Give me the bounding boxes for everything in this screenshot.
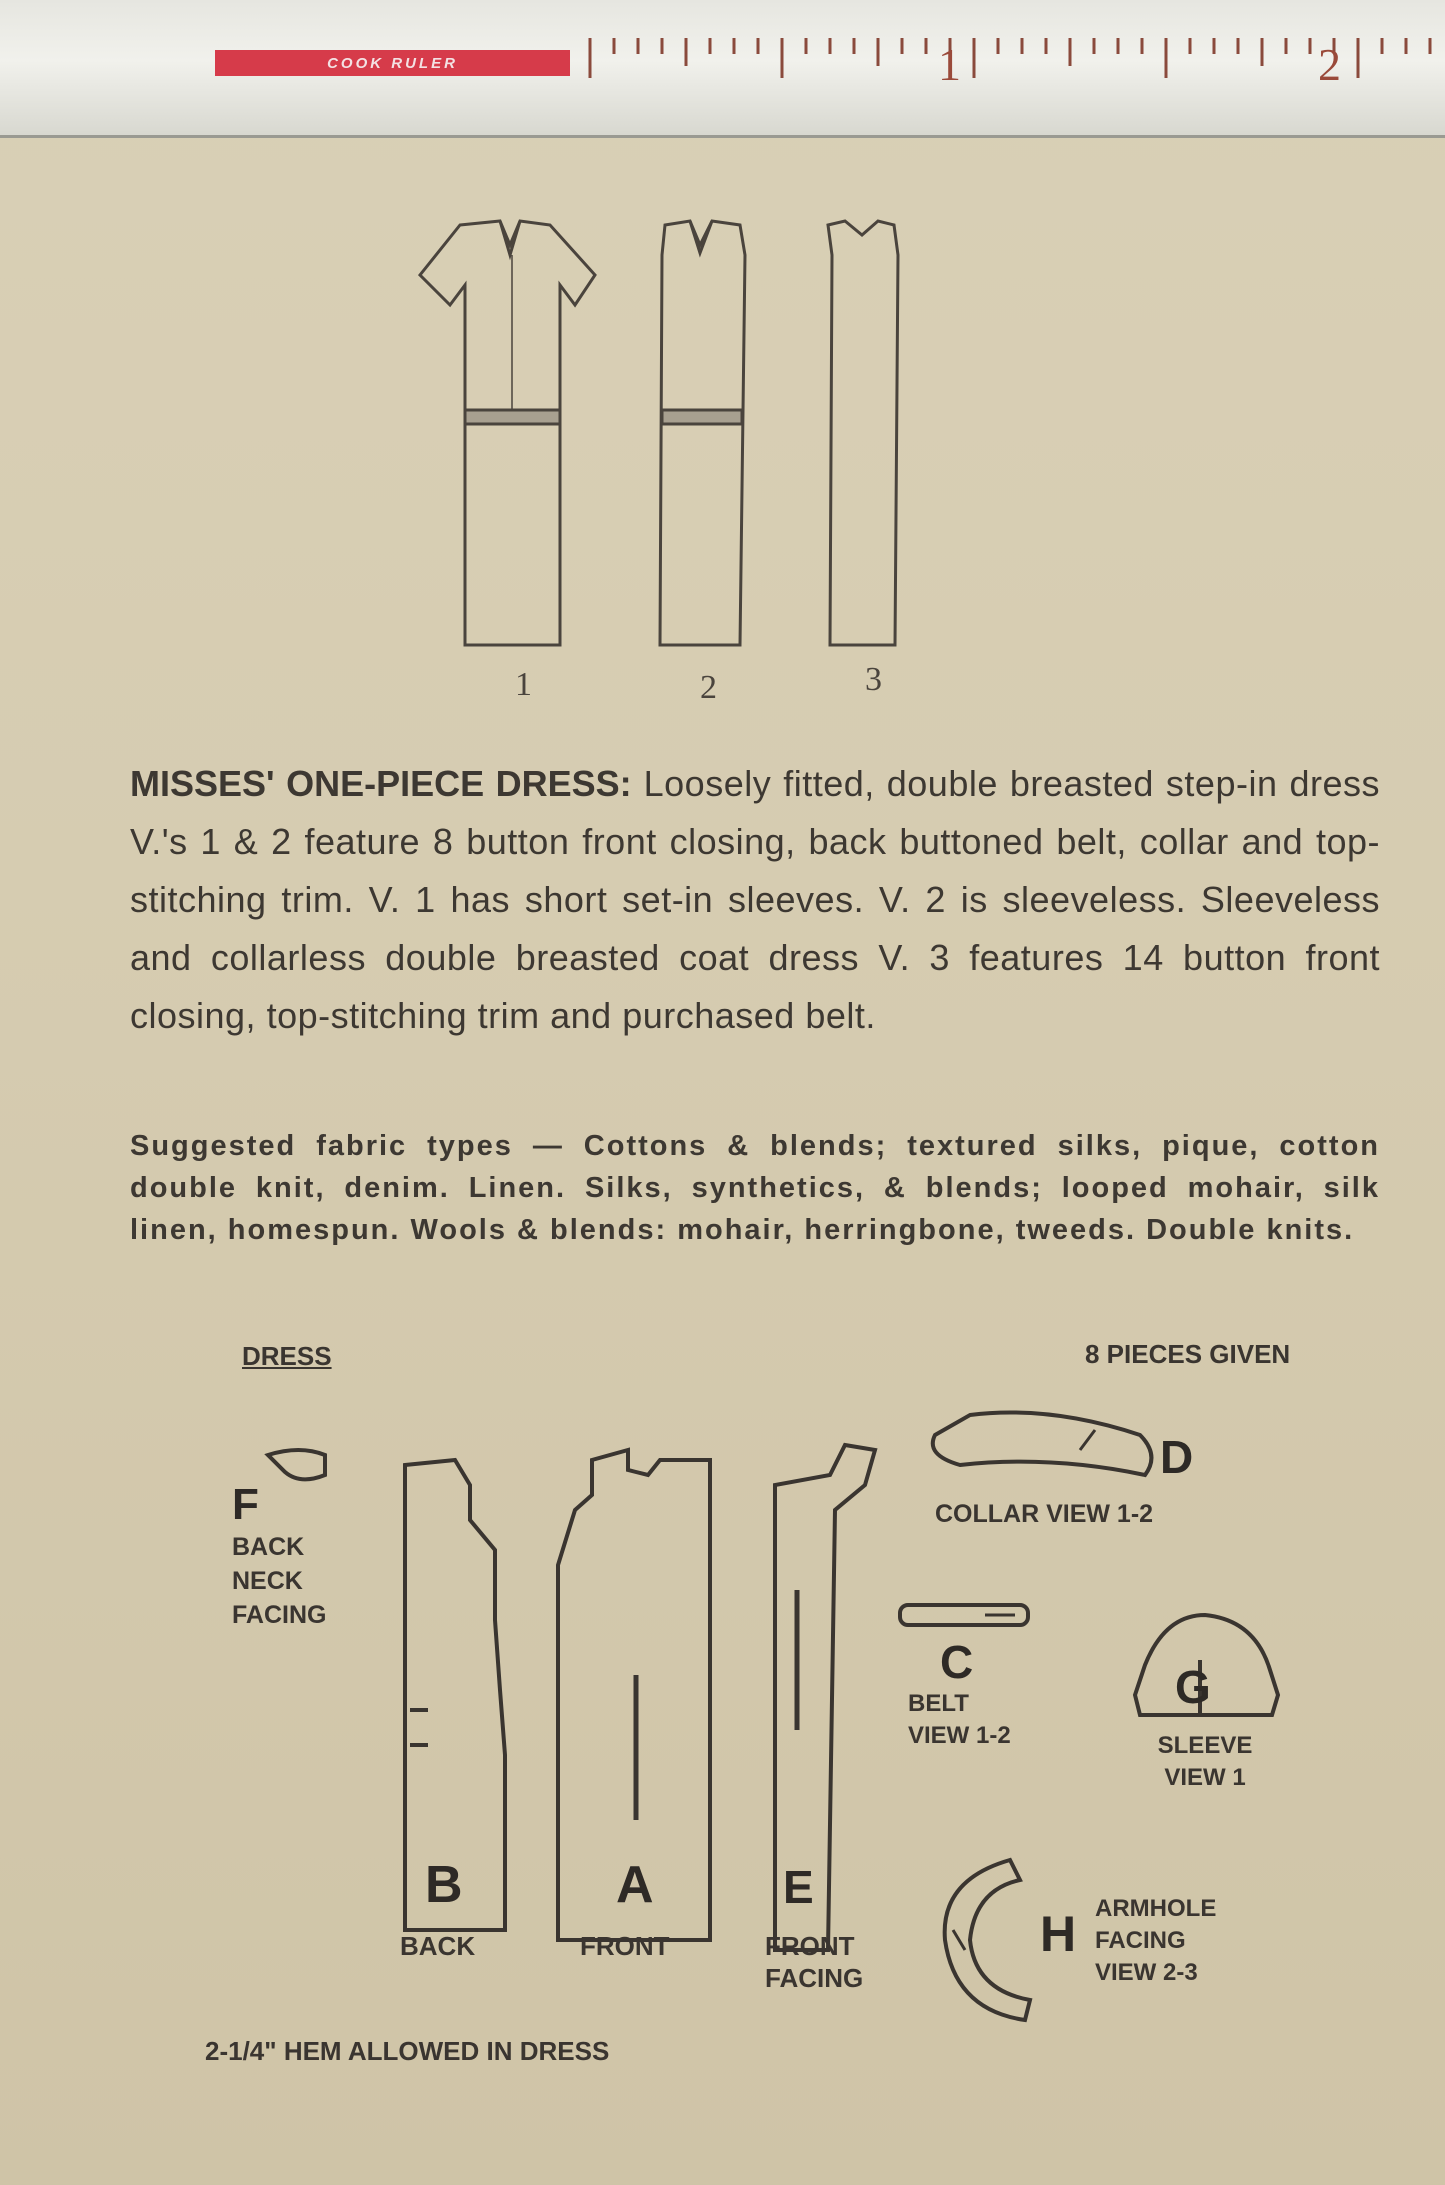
piece-e-letter: E [783,1861,814,1913]
piece-a-label: FRONT [580,1931,670,1961]
pattern-description [130,755,1380,1045]
view-2-sketch [660,221,745,645]
piece-e-label: FRONT FACING [765,1931,864,1993]
piece-d-letter: D [1160,1431,1194,1483]
pieces-count: 8 PIECES GIVEN [1085,1339,1291,1369]
piece-c-letter: C [940,1636,974,1688]
piece-b-letter: B [425,1856,463,1914]
piece-f-label: BACK NECK FACING [232,1533,327,1629]
description-lead: MISSES' ONE-PIECE DRESS: [130,763,632,804]
hem-allowance-note: 2-1/4" HEM ALLOWED IN DRESS [205,2036,610,2066]
view-label-3: 3 [865,661,882,698]
piece-g-letter: G [1175,1661,1211,1713]
piece-d-shape [933,1413,1152,1476]
fabric-body: Cottons & blends; textured silks, pique, cotton double knit, denim. Linen. Silks, synthetics, & blends; looped mohair, silk linen, homespun. Wools & blends: mohair, herringbone, tweeds. Double knits. [130,1130,1380,1246]
suggested-fabrics [130,1125,1380,1251]
piece-c-label: BELT VIEW 1-2 [908,1690,1011,1749]
measuring-ruler [0,0,1445,138]
dress-view-sketches [400,215,980,715]
pieces-section-title: DRESS [242,1341,332,1371]
piece-h-label: ARMHOLE FACING VIEW 2-3 [1095,1895,1217,1986]
piece-g-label: SLEEVE VIEW 1 [1157,1732,1253,1791]
ruler-number-2: 2 [1318,39,1341,90]
piece-f-shape [268,1450,325,1479]
piece-h-letter: H [1040,1906,1077,1962]
ruler-brand-label: COOK RULER [215,50,570,76]
fabric-lead: Suggested fabric types — [130,1130,564,1162]
view-label-2: 2 [700,669,717,706]
ruler-ticks [0,0,1445,135]
ruler-number-1: 1 [938,39,961,90]
description-body: Loosely fitted, double breasted step-in dress V.'s 1 & 2 feature 8 button front closing, back buttoned belt, collar and top-stitching trim. V. 1 has short set-in sleeves. V. 2 is sleeveless. Sleeveless and collarless double breasted coat dress V. 3 features 14 button front closing, top-stitching trim and purchased belt. [130,763,1381,1036]
view-1-sketch [420,221,595,645]
piece-f-letter: F [232,1480,259,1529]
view-label-1: 1 [515,666,532,703]
piece-a-letter: A [616,1856,654,1914]
view-3-sketch [828,221,898,645]
piece-b-label: BACK [400,1931,476,1961]
piece-d-label: COLLAR VIEW 1-2 [935,1500,1154,1528]
